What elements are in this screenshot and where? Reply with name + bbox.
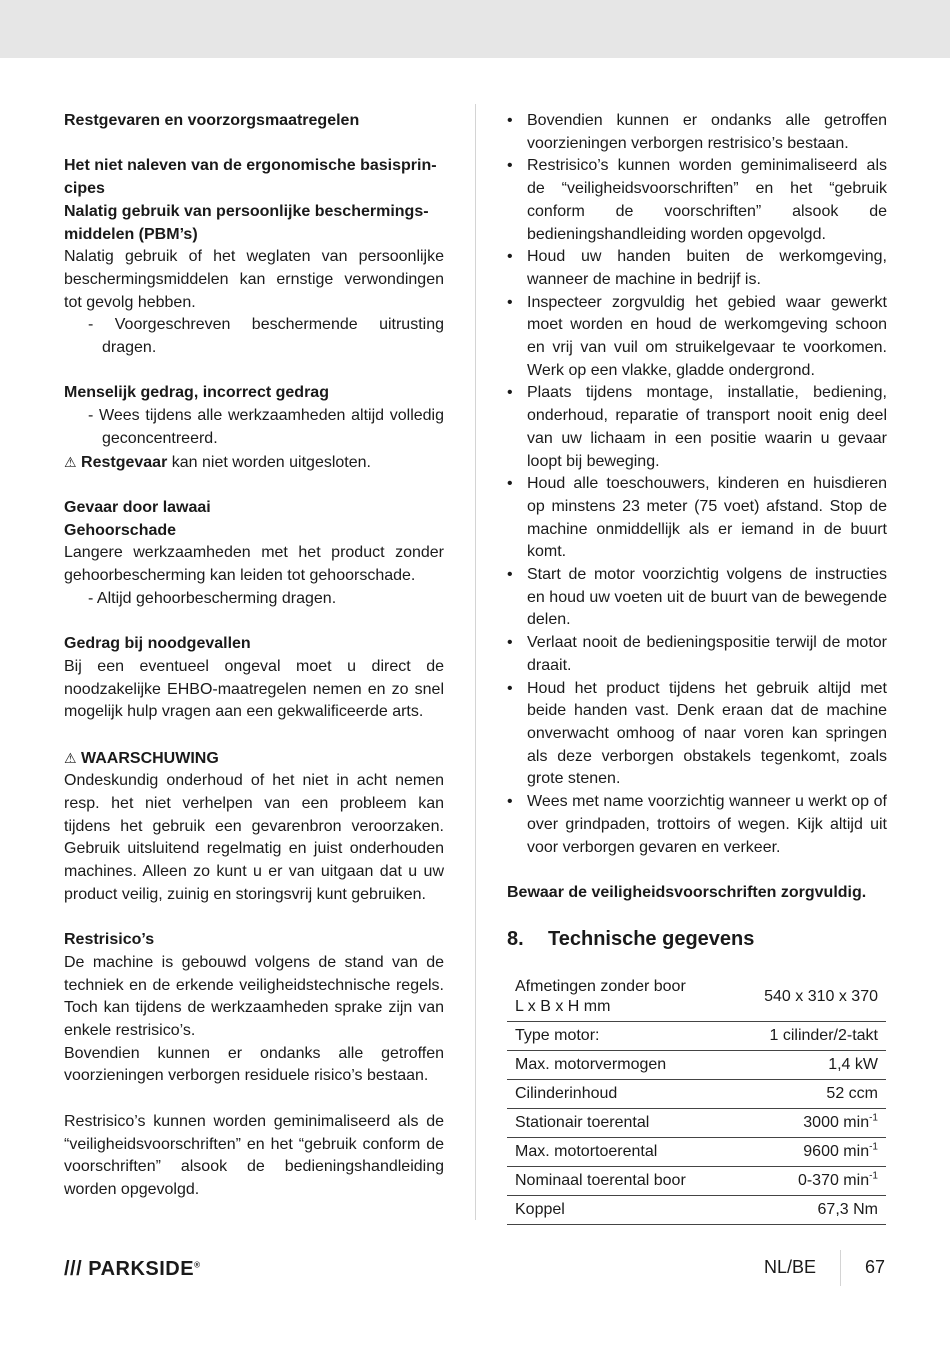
list-item-text: Plaats tijdens montage, installatie, bediening, onderhoud, reparatie of transport nooit enig deel van uw lichaam in een positie waarin u gevaar loopt bij beweging. — [527, 384, 887, 470]
heading-pbm-line1: Nalatig gebruik van persoonlijke beschermings- — [64, 202, 429, 220]
heading-ergonomic — [64, 155, 444, 200]
paragraph-noise: Langere werkzaamheden met het product zonder gehoorbescherming kan leiden tot gehoorschade. — [64, 544, 444, 585]
spec-value — [731, 1021, 886, 1050]
spec-value — [731, 973, 886, 1022]
table-row — [507, 1050, 886, 1079]
paragraph-warning: Ondeskundig onderhoud of het niet in acht nemen resp. het niet verhelpen van een probleem kan tijdens het gebruik een gevarenbron veroorzaken. Gebruik uitsluitend regelmatig en juist onderhouden machines. Alleen zo kunt u er van uitgaan dat u uw product veilig, zuinig en storingsvrij kunt gebruiken. — [64, 772, 444, 903]
heading-pbm — [64, 201, 444, 246]
spec-label: Koppel — [507, 1195, 731, 1224]
warning-triangle-icon: ⚠ — [64, 749, 77, 766]
list-item-text: Houd het product tijdens het gebruik altijd met beide handen vast. Denk eraan dat de machine onverwacht omhoog of naar voren kan springen als deze verborgen obstakels tegenkomt, zoals grote stenen. — [527, 679, 887, 788]
residual-warning-line — [64, 451, 444, 475]
spec-label-line1: Afmetingen zonder boor — [515, 977, 686, 995]
heading-ergonomic-line1: Het niet naleven van de ergonomische basisprin- — [64, 157, 437, 175]
spec-table — [507, 973, 886, 1225]
table-row — [507, 1166, 886, 1195]
section-title — [507, 925, 887, 953]
page-number: 67 — [865, 1257, 886, 1277]
spec-value — [731, 1108, 886, 1137]
keep-instructions-note: Bewaar de veiligheidsvoorschriften zorgvuldig. — [507, 883, 867, 901]
spec-value — [731, 1166, 886, 1195]
right-column — [507, 110, 887, 1225]
list-item-text: Restrisico’s kunnen worden geminimaliseerd als de “veiligheidsvoorschriften” en het “gebruik conform de voorschriften” alsook de bedieningshandleiding worden opgevolgd. — [527, 157, 887, 243]
spec-label-line2: L x B x H mm — [515, 997, 611, 1015]
spec-value-text: 1,4 kW — [828, 1055, 878, 1073]
list-item — [507, 678, 887, 792]
list-item — [507, 564, 887, 632]
table-row — [507, 1108, 886, 1137]
list-item-text: Start de motor voorzichtig volgens de instructies en houd uw voeten uit de buurt van de bewegende delen. — [527, 566, 887, 629]
table-row — [507, 1079, 886, 1108]
bullet-icon: • — [507, 566, 513, 584]
heading-emergency: Gedrag bij noodgevallen — [64, 635, 251, 653]
spec-value — [731, 1079, 886, 1108]
list-item — [507, 632, 887, 677]
heading-residual-risks: Restgevaren en voorzorgsmaatregelen — [64, 112, 360, 129]
spec-value-sup: -1 — [869, 1112, 878, 1124]
spec-value-text: 540 x 310 x 370 — [764, 987, 878, 1005]
list-item — [507, 292, 887, 383]
spec-value — [731, 1137, 886, 1166]
list-item — [507, 791, 887, 859]
heading-behaviour: Menselijk gedrag, incorrect gedrag — [64, 384, 329, 402]
table-row — [507, 1195, 886, 1224]
bullet-icon: • — [507, 475, 513, 493]
bullet-icon: • — [507, 248, 513, 266]
spec-value-sup: -1 — [869, 1141, 878, 1153]
language-code: NL/BE — [764, 1257, 817, 1277]
spec-value — [731, 1195, 886, 1224]
spec-value-text: 9600 min — [803, 1142, 870, 1160]
section-title-text: Technische gegevens — [548, 927, 755, 950]
bullet-icon: • — [507, 634, 513, 652]
column-divider — [475, 104, 476, 1220]
spec-label: Stationair toerental — [507, 1108, 731, 1137]
spec-label: Cilinderinhoud — [507, 1079, 731, 1108]
warning-triangle-icon: ⚠ — [64, 453, 77, 470]
paragraph-restrisk-1: De machine is gebouwd volgens de stand van de techniek en de erkende veiligheidstechnische regels. Toch kan tijdens de werkzaamheden sprake zijn van enkele restrisico’s. — [64, 953, 444, 1040]
heading-pbm-line2: middelen (PBM’s) — [64, 225, 198, 243]
spec-label: Nominaal toerental boor — [507, 1166, 731, 1195]
spec-label: Max. motorvermogen — [507, 1050, 731, 1079]
list-item — [507, 382, 887, 473]
heading-warning-text: WAARSCHUWING — [81, 749, 219, 767]
list-item — [507, 473, 887, 564]
list-item — [507, 110, 887, 155]
list-item — [507, 246, 887, 291]
bullet-list — [507, 110, 887, 859]
spec-label: Type motor: — [507, 1021, 731, 1050]
spec-value-text: 0-370 min — [797, 1171, 870, 1189]
list-item-text: Bovendien kunnen er ondanks alle getroffen voorzieningen verborgen restrisico’s bestaan. — [527, 112, 887, 152]
logo-registered-mark: ® — [194, 1260, 201, 1270]
bullet-icon: • — [507, 112, 513, 129]
heading-noise: Gevaar door lawaai — [64, 498, 211, 516]
list-item-text: Houd uw handen buiten de werkomgeving, wanneer de machine in bedrijf is. — [527, 248, 887, 288]
spec-label: Max. motortoerental — [507, 1137, 731, 1166]
section-number: 8. — [507, 927, 524, 950]
parkside-logo — [64, 1258, 201, 1281]
header-band — [0, 0, 950, 58]
spec-value-text: 67,3 Nm — [817, 1200, 878, 1218]
bullet-icon: • — [507, 157, 513, 175]
heading-warning — [64, 747, 444, 771]
bullet-icon: • — [507, 793, 513, 811]
left-column — [64, 110, 444, 1202]
spec-value-text: 1 cilinder/2-takt — [769, 1026, 878, 1044]
paragraph-emergency: Bij een eventueel ongeval moet u direct de noodzakelijke EHBO-maatregelen nemen en zo snel mogelijk hulp vragen aan een gekwalificeerde arts. — [64, 657, 444, 721]
bullet-icon: • — [507, 293, 513, 311]
warning-bold-text: Restgevaar — [81, 453, 168, 471]
dash-item-behaviour: - Wees tijdens alle werkzaamheden altijd volledig geconcentreerd. — [88, 407, 444, 447]
list-item-text: Houd alle toeschouwers, kinderen en huisdieren op minstens 23 meter (75 voet) afstand. Stop de machine onmiddellijk als er iemand in de buurt komt. — [527, 475, 887, 561]
logo-text: /// PARKSIDE — [64, 1258, 195, 1280]
heading-ergonomic-line2: cipes — [64, 180, 105, 198]
spec-label — [507, 973, 731, 1022]
bullet-icon: • — [507, 384, 513, 402]
paragraph-restrisk-2: Bovendien kunnen er ondanks alle getroffen voorzieningen verborgen residuele risico’s bestaan. — [64, 1044, 444, 1085]
dash-item-noise: - Altijd gehoorbescherming dragen. — [88, 589, 337, 607]
paragraph-pbm: Nalatig gebruik of het weglaten van persoonlijke beschermingsmiddelen kan ernstige verwondingen tot gevolg hebben. — [64, 248, 444, 311]
heading-restrisk: Restrisico’s — [64, 931, 155, 949]
table-row — [507, 1137, 886, 1166]
list-item-text: Verlaat nooit de bedieningspositie terwijl de motor draait. — [527, 634, 887, 674]
warning-rest-text: kan niet worden uitgesloten. — [167, 453, 371, 471]
heading-hearing: Gehoorschade — [64, 521, 177, 539]
spec-value-text: 52 ccm — [826, 1084, 878, 1102]
bullet-icon: • — [507, 679, 513, 697]
table-row — [507, 1021, 886, 1050]
paragraph-restrisk-3: Restrisico’s kunnen worden geminimaliseerd als de “veiligheidsvoorschriften” en het “gebruik conform de voorschriften” alsook de bedieningshandleiding worden opgevolgd. — [64, 1112, 444, 1198]
spec-value-text: 3000 min — [803, 1113, 870, 1131]
dash-item-pbm: - Voorgeschreven beschermende uitrusting dragen. — [88, 316, 444, 357]
list-item-text: Inspecteer zorgvuldig het gebied waar gewerkt moet worden en houd de werkomgeving schoon en vrij van vuil om struikelgevaar te voorkomen. Werk op een vlakke, gladde ondergrond. — [527, 293, 887, 379]
spec-value — [731, 1050, 886, 1079]
spec-value-sup: -1 — [869, 1170, 878, 1182]
list-item-text: Wees met name voorzichtig wanneer u werkt op of over grindpaden, trottoirs of wegen. Kijk altijd uit voor verborgen gevaren en verkeer. — [527, 793, 887, 856]
list-item — [507, 155, 887, 246]
table-row — [507, 973, 886, 1022]
footer-divider — [840, 1250, 841, 1286]
